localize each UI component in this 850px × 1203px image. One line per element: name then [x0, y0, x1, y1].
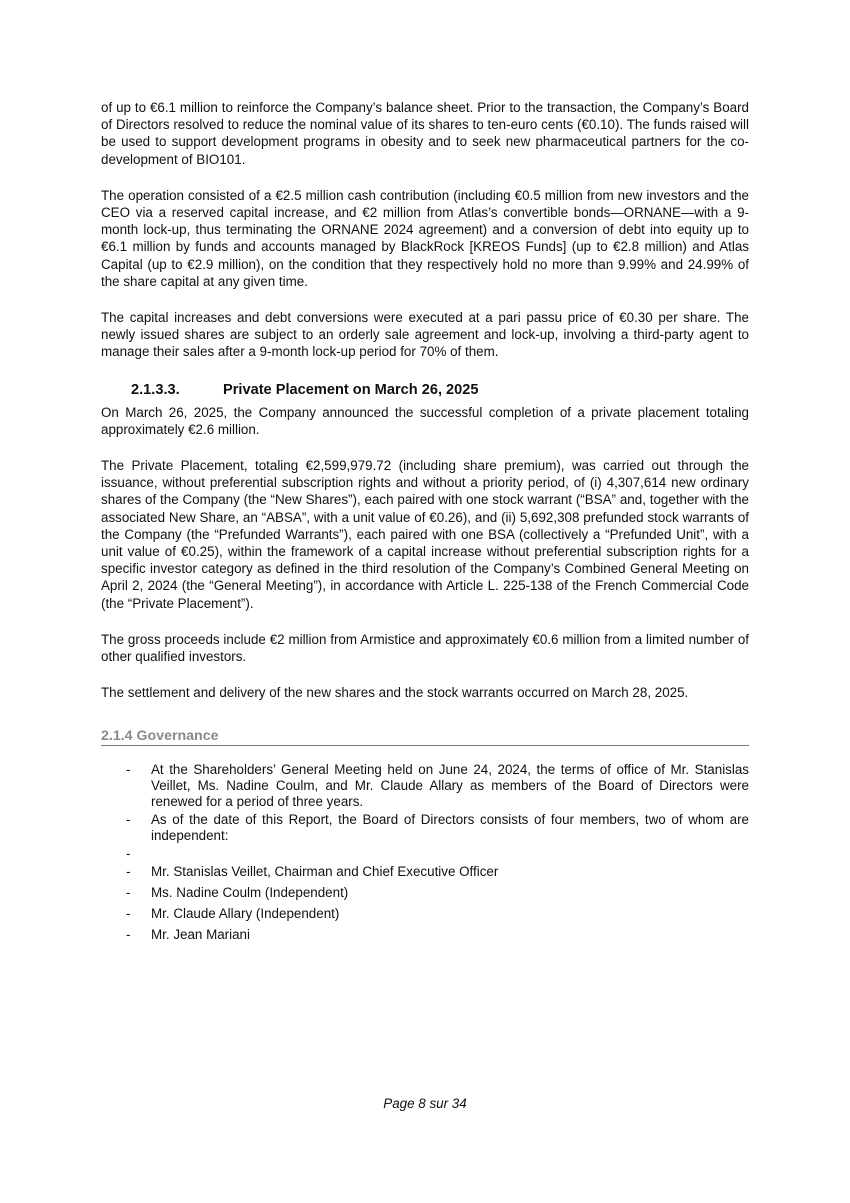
list-item: - Mr. Claude Allary (Independent) — [126, 906, 340, 922]
dash-bullet: - — [126, 846, 131, 862]
subsection-title: Private Placement on March 26, 2025 — [223, 381, 479, 398]
paragraph-gross-proceeds: The gross proceeds include €2 million from Armistice and approximately €0.6 million from a limited number of other qualified investors. — [101, 631, 749, 665]
dash-bullet: - — [126, 812, 131, 828]
page-number-footer: Page 8 sur 34 — [383, 1096, 467, 1111]
list-item: - As of the date of this Report, the Board of Directors consists of four members, two of whom are independent: — [126, 812, 749, 844]
list-item: - Mr. Stanislas Veillet, Chairman and Chief Executive Officer — [126, 864, 499, 880]
dash-bullet: - — [126, 864, 131, 880]
dash-bullet: - — [126, 885, 131, 901]
paragraph-settlement: The settlement and delivery of the new shares and the stock warrants occurred on March 28, 2025. — [101, 685, 689, 701]
governance-list — [101, 762, 749, 943]
section-heading-governance: 2.1.4 Governance — [101, 727, 749, 746]
subsection-number: 2.1.3.3. — [131, 381, 180, 398]
list-item: - Ms. Nadine Coulm (Independent) — [126, 885, 349, 901]
dash-bullet: - — [126, 762, 131, 778]
paragraph-capital-increases: The capital increases and debt conversions were executed at a pari passu price of €0.30 per share. The newly issued shares are subject to an orderly sale agreement and lock-up, involving a third-party agent to manage their sales after a 9-month lock-up period for 70% of them. — [101, 310, 749, 360]
dash-bullet: - — [126, 906, 131, 922]
paragraph-reinforce-balance-sheet: of up to €6.1 million to reinforce the Company’s balance sheet. Prior to the transaction, the Company’s Board of Directors resolved to reduce the nominal value of its shares to ten-euro cents (€0.10). The funds raised will be used to support development programs in obesity and to seek new pharmaceutical partners for the co-development of BIO101. — [101, 100, 749, 167]
paragraph-operation-details: The operation consisted of a €2.5 million cash contribution (including €0.5 million from new investors and the CEO via a reserved capital increase, and €2 million from Atlas’s convertible bonds—ORNANE—with a 9-month lock-up, thus terminating the ORNANE 2024 agreement) and a conversion of debt into equity up to €6.1 million by funds and accounts managed by BlackRock [KREOS Funds] (up to €2.8 million) and Atlas Capital (up to €2.9 million), on the condition that they respectively hold no more than 9.99% and 24.99% of the share capital at any given time. — [101, 187, 749, 289]
list-item-empty — [101, 846, 749, 862]
list-item: - Mr. Jean Mariani — [126, 927, 250, 943]
list-item: - At the Shareholders’ General Meeting held on June 24, 2024, the terms of office of Mr. Stanislas Veillet, Ms. Nadine Coulm, and Mr. Claude Allary as members of the Board of Directors were renewed for a period of three years. — [126, 762, 749, 810]
subsection-heading — [131, 380, 749, 400]
paragraph-private-placement-details: The Private Placement, totaling €2,599,979.72 (including share premium), was carried out through the issuance, without preferential subscription rights and without a priority period, of (i) 4,307,614 new ordinary shares of the Company (the “New Shares”), each paired with one stock warrant (“BSA” and, together with the associated New Share, an “ABSA”, with a unit value of €0.26), and (ii) 5,692,308 prefunded stock warrants of the Company (the “Prefunded Warrants”), each paired with one BSA (collectively a “Prefunded Unit”, with a unit value of €0.25), within the framework of a capital increase without preferential subscription rights for a specific investor category as defined in the third resolution of the Company’s Combined General Meeting on April 2, 2024 (the “General Meeting”), in accordance with Article L. 225-138 of the French Commercial Code (the “Private Placement”). — [101, 458, 749, 611]
paragraph-private-placement-announcement: On March 26, 2025, the Company announced the successful completion of a private placement totaling approximately €2.6 million. — [101, 404, 749, 437]
dash-bullet: - — [126, 927, 131, 943]
